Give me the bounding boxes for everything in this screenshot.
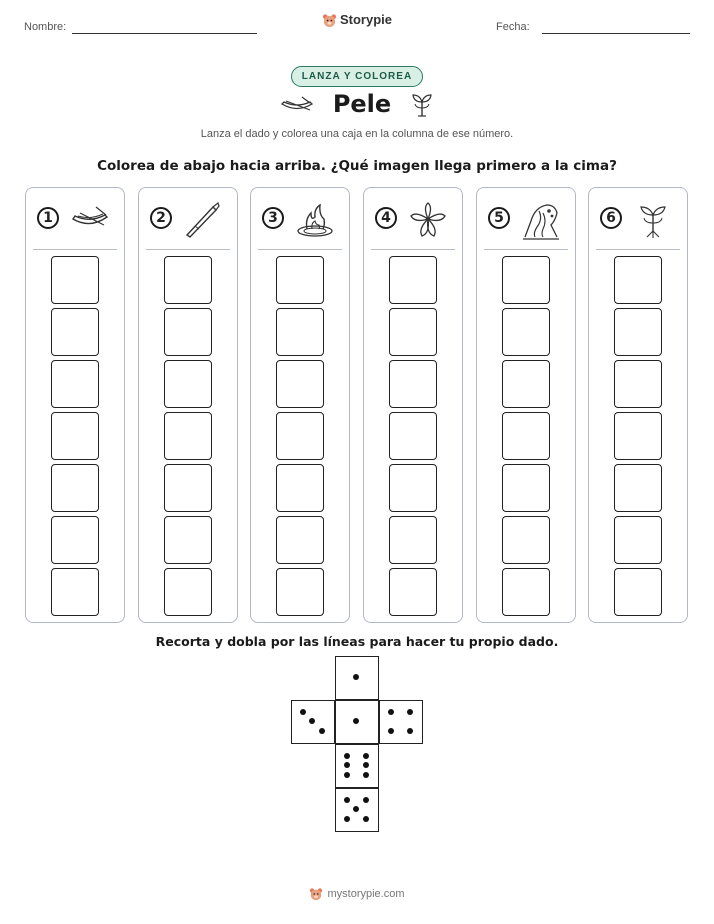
canoe-icon <box>70 201 110 235</box>
die-pip <box>388 728 394 734</box>
die-pip <box>319 728 325 734</box>
die-face-left <box>291 700 335 744</box>
die-pip <box>363 772 369 778</box>
column-header <box>364 188 462 250</box>
coloring-instruction: Colorea de abajo hacia arriba. ¿Qué imagen llega primero a la cima? <box>97 158 617 174</box>
color-box[interactable] <box>164 360 212 408</box>
color-box[interactable] <box>51 464 99 512</box>
color-box[interactable] <box>614 360 662 408</box>
color-box[interactable] <box>164 516 212 564</box>
color-box[interactable] <box>502 516 550 564</box>
column-4 <box>363 187 463 623</box>
die-pip <box>363 753 369 759</box>
column-number: 3 <box>262 207 284 229</box>
die-face-bottom <box>335 788 379 832</box>
column-number: 1 <box>37 207 59 229</box>
name-label: Nombre: <box>24 21 67 33</box>
die-pip <box>407 728 413 734</box>
column-number: 2 <box>150 207 172 229</box>
color-box[interactable] <box>51 308 99 356</box>
die-pip <box>344 762 350 768</box>
column-1 <box>25 187 125 623</box>
color-box[interactable] <box>502 412 550 460</box>
die-pip <box>407 709 413 715</box>
color-box[interactable] <box>164 464 212 512</box>
page-title: Pele <box>332 90 392 118</box>
color-box[interactable] <box>276 308 324 356</box>
color-box[interactable] <box>164 308 212 356</box>
color-box[interactable] <box>389 568 437 616</box>
die-pip <box>353 674 359 680</box>
die-pip <box>353 806 359 812</box>
color-box[interactable] <box>614 308 662 356</box>
column-number: 5 <box>488 207 510 229</box>
color-box[interactable] <box>276 464 324 512</box>
die-face-right <box>379 700 423 744</box>
color-box[interactable] <box>276 516 324 564</box>
color-box[interactable] <box>164 412 212 460</box>
color-box[interactable] <box>389 360 437 408</box>
volcano-lava-icon <box>521 201 561 241</box>
subtitle: Lanza el dado y colorea una caja en la columna de ese número. <box>200 128 514 140</box>
column-number: 6 <box>600 207 622 229</box>
die-face-lower <box>335 744 379 788</box>
color-box[interactable] <box>389 464 437 512</box>
color-box[interactable] <box>502 308 550 356</box>
die-face-center <box>335 700 379 744</box>
die-pip <box>344 797 350 803</box>
die-pip <box>344 772 350 778</box>
color-box[interactable] <box>614 464 662 512</box>
die-pip <box>388 709 394 715</box>
color-box[interactable] <box>502 360 550 408</box>
column-header <box>139 188 237 250</box>
die-pip <box>363 816 369 822</box>
name-line[interactable] <box>72 33 257 34</box>
die-pip <box>363 762 369 768</box>
color-box[interactable] <box>389 412 437 460</box>
canoe-icon <box>280 93 314 115</box>
die-pip <box>363 797 369 803</box>
color-box[interactable] <box>51 568 99 616</box>
color-box[interactable] <box>389 308 437 356</box>
brand-logo-group <box>0 12 714 28</box>
column-divider <box>371 249 455 250</box>
column-divider <box>146 249 230 250</box>
column-header <box>251 188 349 250</box>
color-box[interactable] <box>51 412 99 460</box>
color-box[interactable] <box>276 256 324 304</box>
color-box[interactable] <box>502 464 550 512</box>
die-pip <box>353 718 359 724</box>
column-divider <box>258 249 342 250</box>
color-box[interactable] <box>502 256 550 304</box>
sprout-icon <box>410 90 434 118</box>
bear-logo-icon <box>309 887 323 901</box>
column-6 <box>588 187 688 623</box>
color-box[interactable] <box>389 516 437 564</box>
color-box[interactable] <box>276 412 324 460</box>
date-label: Fecha: <box>496 21 530 33</box>
die-instruction: Recorta y dobla por las líneas para hacer tu propio dado. <box>155 634 559 649</box>
die-pip <box>344 816 350 822</box>
bear-logo-icon <box>322 13 337 28</box>
color-box[interactable] <box>164 568 212 616</box>
footer <box>0 887 714 901</box>
column-header <box>26 188 124 250</box>
column-2 <box>138 187 238 623</box>
column-divider <box>33 249 117 250</box>
sprout-icon <box>633 201 673 241</box>
column-3 <box>250 187 350 623</box>
digging-stick-icon <box>183 201 223 239</box>
color-box[interactable] <box>276 568 324 616</box>
color-box[interactable] <box>614 412 662 460</box>
color-box[interactable] <box>502 568 550 616</box>
brand-name: Storypie <box>339 12 392 27</box>
color-box[interactable] <box>276 360 324 408</box>
die-pip <box>344 753 350 759</box>
fire-icon <box>295 201 335 239</box>
column-number: 4 <box>375 207 397 229</box>
column-5 <box>476 187 576 623</box>
column-divider <box>596 249 680 250</box>
color-box[interactable] <box>51 360 99 408</box>
title-row <box>0 90 714 122</box>
die-pip <box>300 709 306 715</box>
color-box[interactable] <box>614 516 662 564</box>
column-header <box>477 188 575 250</box>
column-header <box>589 188 687 250</box>
color-box[interactable] <box>164 256 212 304</box>
color-box[interactable] <box>614 568 662 616</box>
flower-icon <box>408 201 448 239</box>
color-box[interactable] <box>389 256 437 304</box>
footer-url[interactable]: mystorypie.com <box>327 887 405 900</box>
die-pip <box>309 718 315 724</box>
column-divider <box>484 249 568 250</box>
die-face-top <box>335 656 379 700</box>
activity-badge: LANZA Y COLOREA <box>0 66 714 87</box>
date-line[interactable] <box>542 33 690 34</box>
color-box[interactable] <box>51 516 99 564</box>
color-box[interactable] <box>51 256 99 304</box>
color-box[interactable] <box>614 256 662 304</box>
